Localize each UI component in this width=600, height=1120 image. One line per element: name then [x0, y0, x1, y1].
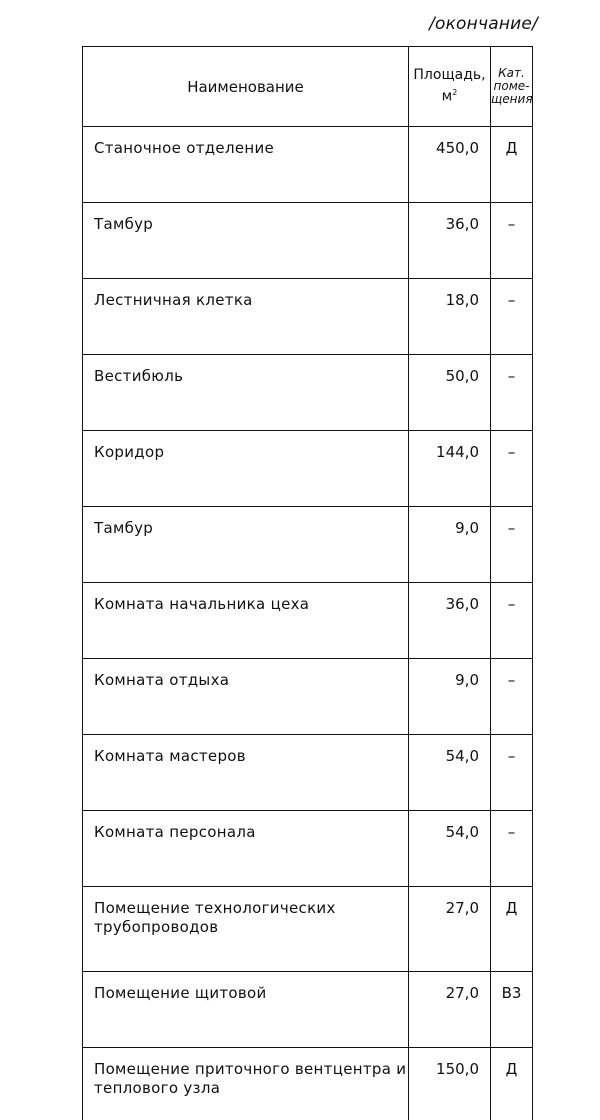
room-name: Помещение щитовой: [83, 972, 409, 1048]
room-area: 144,0: [409, 431, 491, 507]
table-row: [83, 279, 533, 355]
table-row: [83, 507, 533, 583]
rooms-table: [82, 46, 533, 1120]
room-name: Комната начальника цеха: [83, 583, 409, 659]
room-category: –: [491, 279, 533, 355]
header-category-line1: Кат.: [498, 66, 525, 80]
table-row: [83, 355, 533, 431]
room-area: 54,0: [409, 811, 491, 887]
room-area: 54,0: [409, 735, 491, 811]
table-row: [83, 583, 533, 659]
room-category: Д: [491, 1048, 533, 1120]
room-name: Комната персонала: [83, 811, 409, 887]
table-row: [83, 431, 533, 507]
room-area: 36,0: [409, 203, 491, 279]
header-area-unit-sup: 2: [452, 88, 457, 97]
table-row: [83, 203, 533, 279]
room-name: Станочное отделение: [83, 127, 409, 203]
room-category: Д: [491, 127, 533, 203]
room-name: Коридор: [83, 431, 409, 507]
room-category: –: [491, 355, 533, 431]
room-name: Тамбур: [83, 507, 409, 583]
room-name: Тамбур: [83, 203, 409, 279]
room-category: –: [491, 735, 533, 811]
room-area: 27,0: [409, 887, 491, 972]
room-name: Помещение приточного вентцентра и теплового узла: [83, 1048, 409, 1120]
table-header-row: [83, 47, 533, 127]
table-row: [83, 811, 533, 887]
header-area-label: Площадь,: [413, 67, 485, 83]
header-area-unit: м: [442, 89, 453, 105]
room-area: 450,0: [409, 127, 491, 203]
header-category: [491, 47, 533, 127]
room-name: Помещение технологических трубопроводов: [83, 887, 409, 972]
room-area: 150,0: [409, 1048, 491, 1120]
table-row: [83, 127, 533, 203]
room-category: В3: [491, 972, 533, 1048]
header-category-line3: щения: [491, 92, 533, 106]
table-row: [83, 972, 533, 1048]
continuation-caption: /окончание/: [429, 14, 538, 34]
header-area: [409, 47, 491, 127]
room-area: 27,0: [409, 972, 491, 1048]
room-area: 9,0: [409, 507, 491, 583]
room-category: –: [491, 507, 533, 583]
room-category: –: [491, 811, 533, 887]
room-category: –: [491, 583, 533, 659]
room-area: 9,0: [409, 659, 491, 735]
room-area: 50,0: [409, 355, 491, 431]
table-row: [83, 659, 533, 735]
room-category: –: [491, 203, 533, 279]
room-name: Комната мастеров: [83, 735, 409, 811]
room-name: Комната отдыха: [83, 659, 409, 735]
room-category: –: [491, 431, 533, 507]
room-category: Д: [491, 887, 533, 972]
header-name: Наименование: [83, 47, 409, 127]
room-area: 36,0: [409, 583, 491, 659]
room-category: –: [491, 659, 533, 735]
room-name: Лестничная клетка: [83, 279, 409, 355]
room-name: Вестибюль: [83, 355, 409, 431]
table-row: [83, 887, 533, 972]
header-category-line2: поме-: [494, 79, 530, 93]
room-area: 18,0: [409, 279, 491, 355]
table-row: [83, 1048, 533, 1120]
table-row: [83, 735, 533, 811]
